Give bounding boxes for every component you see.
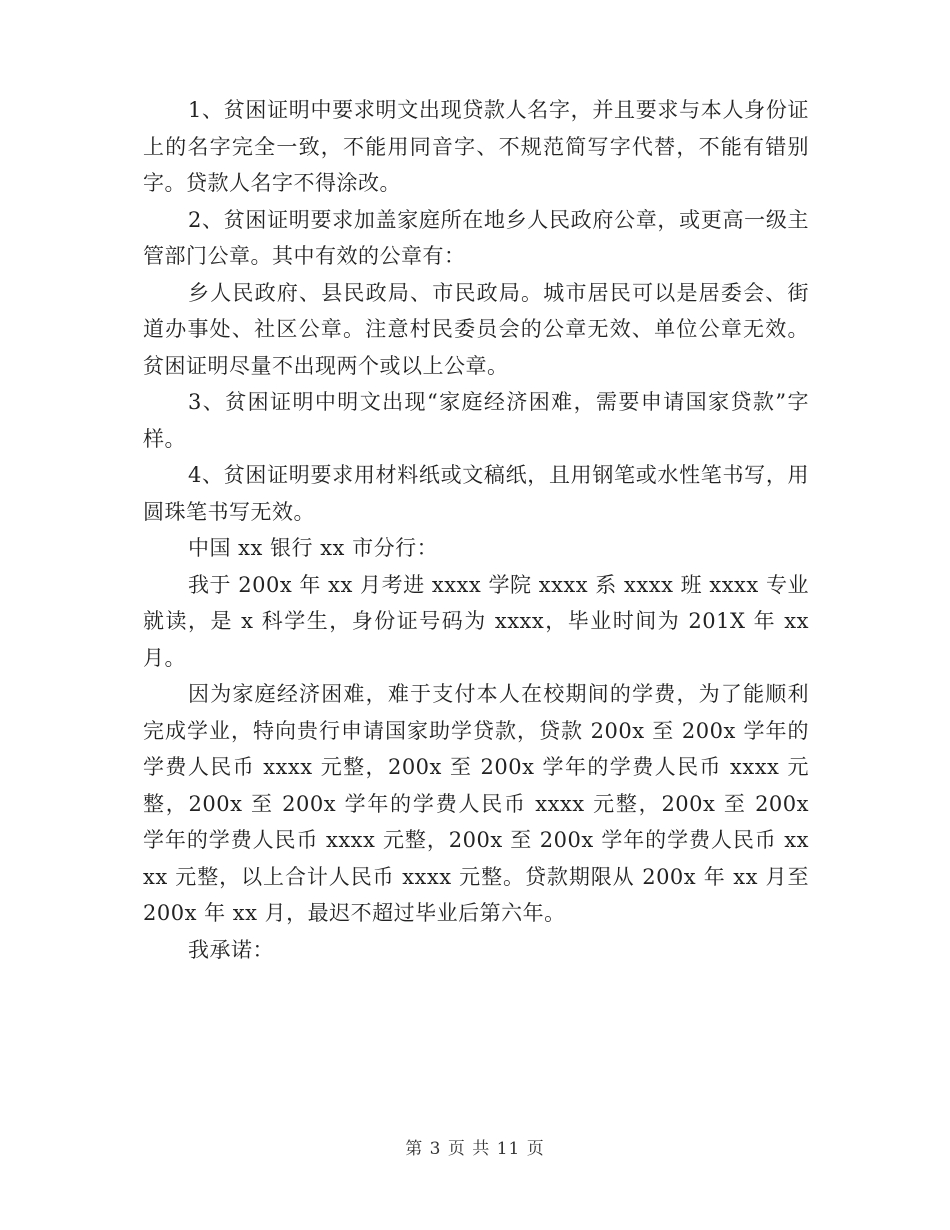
document-body bbox=[143, 92, 809, 968]
paragraph-requirement-1: 1、贫困证明中要求明文出现贷款人名字，并且要求与本人身份证上的名字完全一致，不能用同音字、不规范简写字代替，不能有错别字。贷款人名字不得涂改。 bbox=[143, 98, 809, 195]
paragraph-requirement-2: 2、贫困证明要求加盖家庭所在地乡人民政府公章，或更高一级主管部门公章。其中有效的公章有： bbox=[143, 207, 809, 268]
letter-salutation: 中国 xx 银行 xx 市分行： bbox=[188, 536, 439, 560]
letter-promise-heading: 我承诺： bbox=[188, 937, 274, 962]
page-footer bbox=[0, 1134, 950, 1159]
page-number: 第 3 页 共 11 页 bbox=[405, 1139, 545, 1159]
letter-student-info: 我于 200x 年 xx 月考进 xxxx 学院 xxxx 系 xxxx 班 xxxx 专业就读，是 x 科学生，身份证号码为 xxxx，毕业时间为 201X 年 xx 月。 bbox=[143, 572, 809, 670]
letter-loan-request: 因为家庭经济困难，难于支付本人在校期间的学费，为了能顺利完成学业，特向贵行申请国家助学贷款，贷款 200x 至 200x 学年的学费人民币 xxxx 元整，200x 至 200x 学年的学费人民币 xxxx 元整，200x 至 200x 学年的学费人民币 xxxx 元整，200x 至 200x 学年的学费人民币 xxxx 元整，200x 至 200x 学年的学费人民币 xxxx 元整，以上合计人民币 xxxx 元整。贷款期限从 200x 年 xx 月至 200x 年 xx 月，最迟不超过毕业后第六年。 bbox=[143, 682, 809, 925]
paragraph-requirement-4: 4、贫困证明要求用材料纸或文稿纸，且用钢笔或水性笔书写，用圆珠笔书写无效。 bbox=[143, 463, 809, 524]
paragraph-requirement-3: 3、贫困证明中明文出现“家庭经济困难，需要申请国家贷款”字样。 bbox=[143, 390, 809, 451]
paragraph-valid-seals: 乡人民政府、县民政局、市民政局。城市居民可以是居委会、街道办事处、社区公章。注意村民委员会的公章无效、单位公章无效。贫困证明尽量不出现两个或以上公章。 bbox=[143, 280, 809, 378]
